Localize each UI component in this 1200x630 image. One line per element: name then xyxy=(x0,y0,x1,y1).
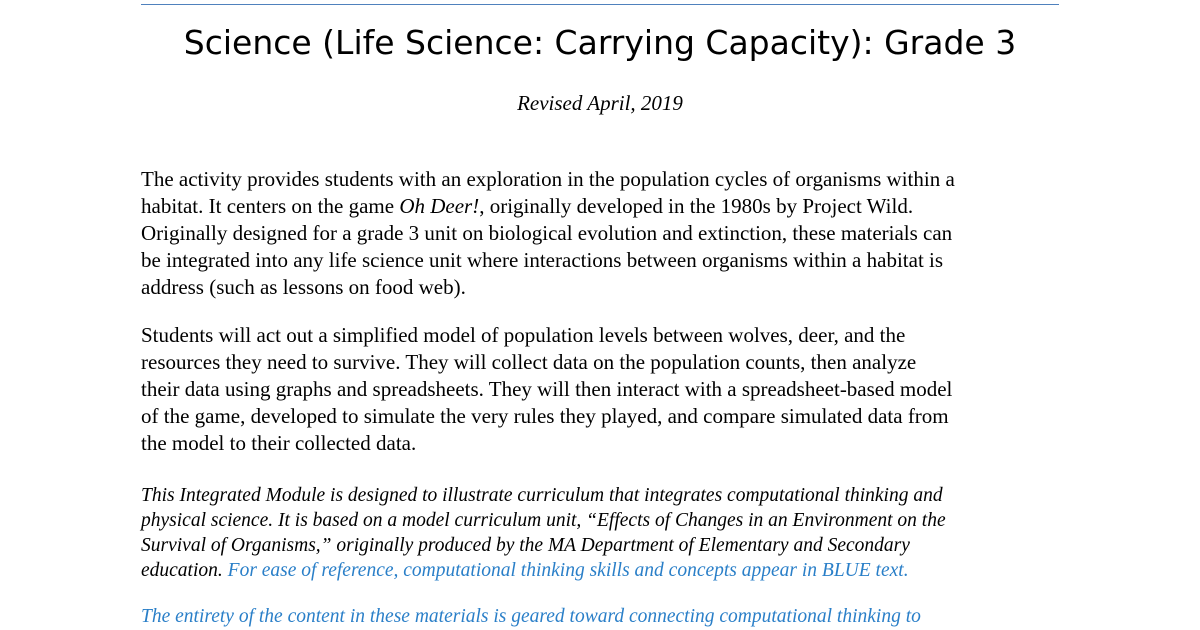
paragraph-line: the model to their collected data. xyxy=(141,431,417,455)
ct-note-paragraph xyxy=(141,604,1061,629)
blue-text-note: For ease of reference, computational thinking skills and concepts appear in BLUE text. xyxy=(227,560,909,581)
paragraph-line xyxy=(141,193,1061,220)
paragraph-line: Survival of Organisms,” originally produced by the MA Department of Elementary and Secondary xyxy=(141,535,910,556)
text-run: education. xyxy=(141,560,228,581)
game-title: Oh Deer! xyxy=(399,194,480,218)
paragraph-line: This Integrated Module is designed to illustrate curriculum that integrates computational thinking and xyxy=(141,485,943,506)
document-title: Science (Life Science: Carrying Capacity): Grade 3 xyxy=(183,23,1017,62)
module-note-paragraph xyxy=(141,483,1061,583)
paragraph-line: resources they need to survive. They will collect data on the population counts, then analyze xyxy=(141,350,917,374)
paragraph-line: Originally designed for a grade 3 unit on biological evolution and extinction, these materials can xyxy=(141,221,953,245)
paragraph-line: be integrated into any life science unit where interactions between organisms within a habitat is xyxy=(141,248,944,272)
paragraph-line: of the game, developed to simulate the very rules they played, and compare simulated data from xyxy=(141,404,949,428)
intro-paragraph xyxy=(141,166,1061,301)
paragraph-line: The entirety of the content in these materials is geared toward connecting computational thinking to xyxy=(141,606,921,627)
paragraph-line: physical science. It is based on a model curriculum unit, “Effects of Changes in an Environment on the xyxy=(141,510,946,531)
paragraph-line: The activity provides students with an exploration in the population cycles of organisms within a xyxy=(141,167,955,191)
paragraph-line: their data using graphs and spreadsheets. They will then interact with a spreadsheet-based model xyxy=(141,377,953,401)
activity-paragraph xyxy=(141,322,1061,457)
paragraph-line xyxy=(141,558,1061,583)
header-rule xyxy=(141,4,1059,5)
text-run: , originally developed in the 1980s by Project Wild. xyxy=(479,194,914,218)
paragraph-line: address (such as lessons on food web). xyxy=(141,275,466,299)
text-run: habitat. It centers on the game xyxy=(141,194,400,218)
paragraph-line: Students will act out a simplified model of population levels between wolves, deer, and the xyxy=(141,323,906,347)
revision-date: Revised April, 2019 xyxy=(517,91,683,115)
